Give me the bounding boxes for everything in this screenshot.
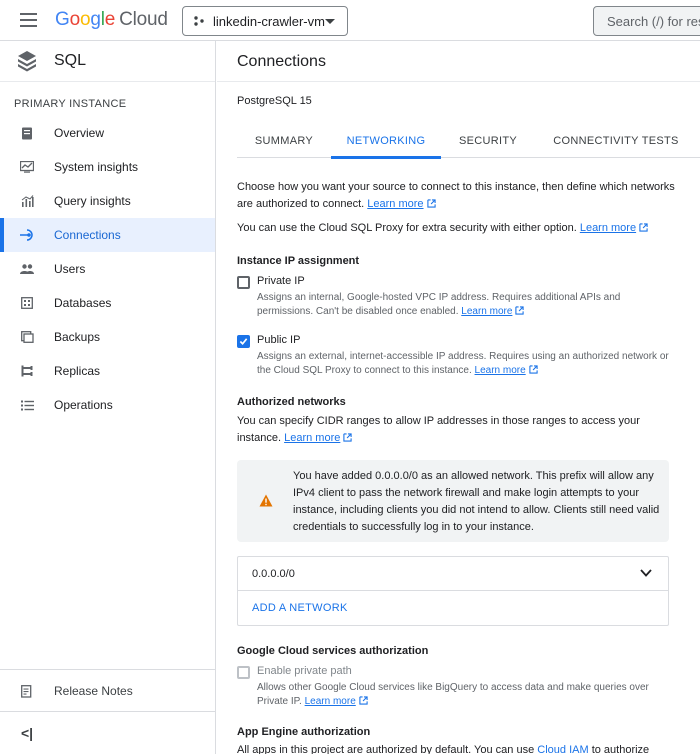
sidebar-item-users[interactable]: Users <box>0 252 215 286</box>
private-path-option <box>237 666 677 711</box>
sidebar-item-backups[interactable]: Backups <box>0 320 215 354</box>
users-icon <box>20 262 34 276</box>
tab-security[interactable]: SECURITY <box>458 134 518 147</box>
network-cidr: 0.0.0.0/0 <box>252 568 295 580</box>
learn-more-link[interactable]: Learn more <box>579 222 637 234</box>
product-header <box>0 41 215 82</box>
project-selector[interactable] <box>182 6 348 36</box>
release-notes-icon <box>20 684 34 698</box>
ip-assignment-heading: Instance IP assignment <box>237 255 360 267</box>
sidebar-item-overview[interactable]: Overview <box>0 116 215 150</box>
public-ip-description: Assigns an external, internet-accessible IP address. Requires using an authorized network or the Cloud SQL Proxy to connect to this instance. Learn more <box>257 351 669 376</box>
sidebar-item-replicas[interactable]: Replicas <box>0 354 215 388</box>
tab-summary[interactable]: SUMMARY <box>254 134 314 147</box>
checkmark-icon <box>239 337 248 346</box>
external-link-icon <box>359 696 368 705</box>
private-ip-option <box>237 276 677 321</box>
gcs-authorization-heading: Google Cloud services authorization <box>237 645 429 657</box>
warning-text: You have added 0.0.0.0/0 as an allowed network. This prefix will allow any IPv4 client to pass the network firewall and make login attempts to your instance, including clients you did not intend to allow. Clients still need valid credentials to successfully log in to your instance. <box>293 470 660 533</box>
learn-more-link[interactable]: Learn more <box>367 198 424 210</box>
authorized-networks-heading: Authorized networks <box>237 396 346 408</box>
google-cloud-logo[interactable]: Google Cloud <box>55 9 168 30</box>
tab-connectivity-tests[interactable]: CONNECTIVITY TESTS <box>553 134 679 147</box>
private-ip-label: Private IP <box>257 275 305 287</box>
public-ip-option <box>237 335 677 380</box>
replicas-icon <box>20 364 34 378</box>
databases-icon <box>20 296 34 310</box>
warning-icon <box>259 494 273 507</box>
collapse-icon: <| <box>21 725 34 741</box>
query-insights-icon <box>20 194 34 208</box>
learn-more-link[interactable]: Learn more <box>461 306 513 317</box>
menu-icon[interactable] <box>20 13 37 27</box>
project-name: linkedin-crawler-vm <box>213 13 325 29</box>
tab-bar <box>237 123 700 158</box>
search-input[interactable] <box>607 14 700 29</box>
app-engine-text: All apps in this project are authorized by default. You can use Cloud IAM to authorize <box>237 744 650 754</box>
chevron-down-icon <box>325 19 335 24</box>
database-version: PostgreSQL 15 <box>237 95 312 107</box>
sidebar-item-operations[interactable]: Operations <box>0 388 215 422</box>
sidebar-item-query-insights[interactable]: Query insights <box>0 184 215 218</box>
external-link-icon <box>639 223 648 232</box>
title-divider <box>217 81 700 82</box>
product-title: SQL <box>54 52 87 69</box>
learn-more-link[interactable]: Learn more <box>474 365 526 376</box>
external-link-icon <box>343 433 352 442</box>
top-bar <box>0 0 700 41</box>
cloud-iam-link[interactable]: Cloud IAM <box>537 744 589 754</box>
private-ip-checkbox[interactable] <box>237 276 250 289</box>
add-network-button[interactable]: ADD A NETWORK <box>252 602 348 614</box>
authorized-networks-list <box>237 556 669 626</box>
learn-more-link[interactable]: Learn more <box>284 432 341 444</box>
sidebar-item-databases[interactable]: Databases <box>0 286 215 320</box>
authorized-networks-text: You can specify CIDR ranges to allow IP addresses in those ranges to access your instance. Learn more <box>237 415 640 444</box>
main-content <box>217 41 700 754</box>
external-link-icon <box>529 365 538 374</box>
search-box[interactable] <box>593 6 700 36</box>
operations-icon <box>20 398 34 412</box>
connections-icon <box>20 228 34 242</box>
sidebar-divider <box>0 669 216 670</box>
private-path-checkbox[interactable] <box>237 666 250 679</box>
learn-more-link[interactable]: Learn more <box>304 696 356 707</box>
app-engine-heading: App Engine authorization <box>237 726 371 738</box>
intro-text: Choose how you want your source to connect to this instance, then define which networks are authorized to connect. Learn more <box>237 181 675 210</box>
proxy-text: You can use the Cloud SQL Proxy for extra security with either option. Learn more <box>237 220 697 237</box>
private-ip-description: Assigns an internal, Google-hosted VPC IP address. Requires additional APIs and permissions. Can't be disabled once enabled. Learn more <box>257 292 621 317</box>
external-link-icon <box>515 306 524 315</box>
sidebar-item-connections[interactable]: Connections <box>0 218 215 252</box>
system-insights-icon <box>20 160 34 174</box>
network-row[interactable] <box>238 557 668 591</box>
project-icon <box>193 15 205 27</box>
collapse-sidebar-button[interactable] <box>0 711 216 754</box>
private-path-label: Enable private path <box>257 665 352 677</box>
warning-banner <box>237 460 669 542</box>
overview-icon <box>20 126 34 140</box>
backups-icon <box>20 330 34 344</box>
public-ip-label: Public IP <box>257 334 301 346</box>
sql-icon <box>16 50 38 72</box>
public-ip-checkbox[interactable] <box>237 335 250 348</box>
tab-networking[interactable]: NETWORKING <box>331 123 441 158</box>
section-heading: PRIMARY INSTANCE <box>14 98 127 110</box>
sidebar-item-system-insights[interactable]: System insights <box>0 150 215 184</box>
private-path-description: Allows other Google Cloud services like BigQuery to access data and make queries over Private IP. Learn more <box>257 682 649 707</box>
chevron-down-icon[interactable] <box>640 569 652 577</box>
release-notes-link[interactable]: Release Notes <box>0 674 216 708</box>
sidebar <box>0 41 216 754</box>
page-title: Connections <box>237 53 326 70</box>
external-link-icon <box>427 199 436 208</box>
